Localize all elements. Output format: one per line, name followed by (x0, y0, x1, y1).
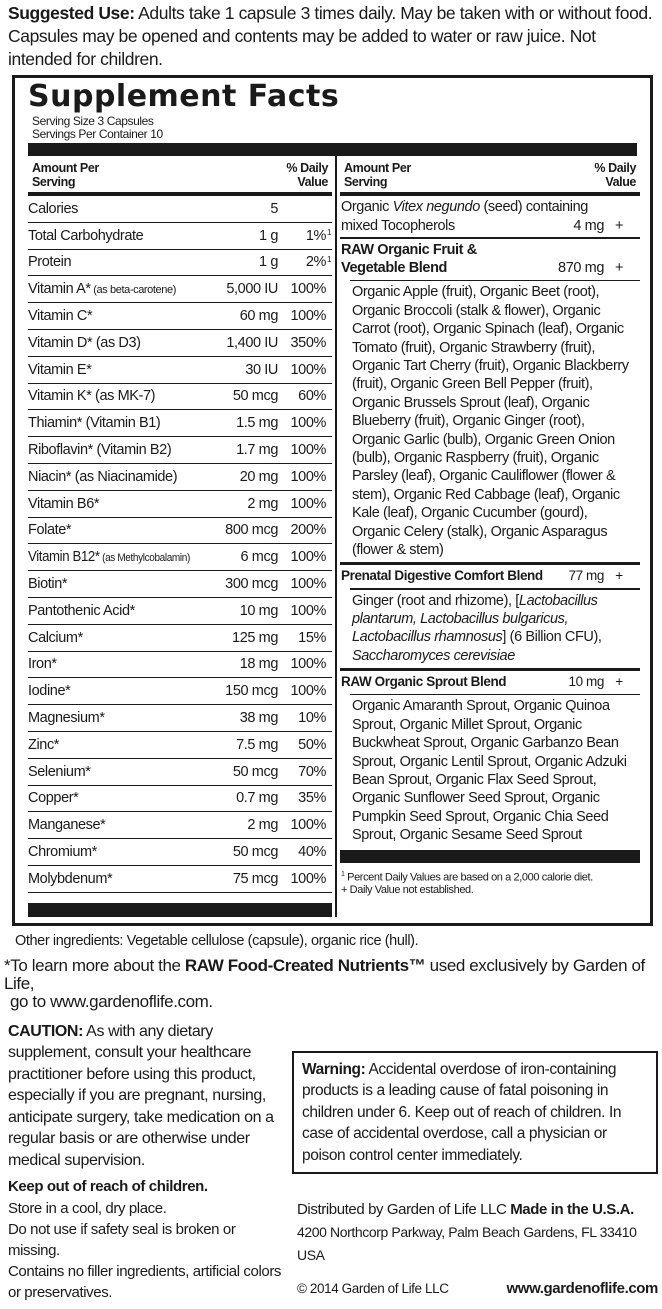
t: 100% (290, 442, 326, 459)
t: + Daily Value not established. (341, 884, 474, 897)
right-bottom-bar (340, 850, 640, 863)
t: Iodine* (28, 683, 71, 700)
nutrient-name-text (28, 281, 176, 297)
t: Iron* (28, 656, 57, 673)
nutrient-row (28, 384, 332, 411)
nutrient-name-text (28, 388, 155, 404)
t: Manganese* (28, 817, 106, 834)
t: Vitamin C* (28, 308, 93, 325)
hdr-text: Amount Per (344, 161, 411, 175)
right-amount-header (344, 161, 411, 189)
nutrient-name-text (28, 308, 92, 324)
nutrient-name-text (28, 871, 112, 887)
t: Thiamin* (Vitamin B1) (28, 415, 161, 432)
nutrient-name-text (28, 737, 59, 753)
daily-value (278, 496, 332, 512)
daily-value (278, 737, 332, 753)
distributor-info (292, 1198, 658, 1300)
t: © 2014 Garden of Life LLC (297, 1281, 449, 1297)
nutrient-row (28, 437, 332, 464)
daily-value (278, 817, 332, 833)
t: 100% (290, 361, 326, 378)
daily-value (278, 415, 332, 431)
t: Accidental overdose of iron-containing products is a leading cause of fatal poisoning in children under 6. Keep out of reach of children. In case of accidental overdose, call a physician or poison control center immediately. (302, 1060, 622, 1164)
t: 100% (290, 656, 326, 673)
amount: 150 mcg (225, 683, 278, 700)
nutrient-name (28, 630, 194, 646)
amount: 50 mcg (232, 388, 278, 405)
nutrient-name (28, 871, 194, 887)
amount: 870 mg (558, 260, 604, 277)
t: 100% (290, 495, 326, 512)
nutrient-name-text (28, 496, 99, 512)
daily-value (278, 764, 332, 780)
nutrient-name (28, 764, 194, 780)
nutrient-row (28, 786, 332, 813)
dv: + (614, 260, 624, 277)
amount: 1 g (259, 227, 278, 244)
servings-per-container: Servings Per Container 10 (32, 127, 163, 141)
nutrient-name (28, 308, 194, 324)
amount: 1.7 mg (236, 442, 278, 459)
t: Calcium* (28, 629, 83, 646)
t: 1 (341, 870, 345, 878)
t: Vitamin A* (28, 281, 91, 298)
panel-title: Supplement Facts (28, 79, 340, 114)
t: Store in a cool, dry place. (8, 1199, 167, 1217)
nutrient-name (28, 710, 194, 726)
nutrient-row (28, 223, 332, 250)
nutrient-table (28, 196, 332, 893)
other-ingredients: Other ingredients: Vegetable cellulose (capsule), organic rice (hull). (15, 932, 419, 949)
t: (seed) containing (479, 199, 588, 215)
nutrient-name-text (28, 442, 171, 458)
nutrient-name (28, 201, 194, 217)
daily-value (278, 335, 332, 351)
t: 100% (290, 308, 326, 325)
daily-value (278, 522, 332, 538)
t: Chromium* (28, 844, 97, 861)
daily-value (278, 790, 332, 806)
daily-value (278, 254, 332, 270)
t: mixed Tocopherols (341, 217, 455, 234)
amount: 1 g (259, 254, 278, 271)
nutrient-name-text (28, 254, 71, 270)
t: Calories (28, 200, 78, 217)
nutrient-name-text (28, 603, 135, 619)
nutrient-name (28, 388, 194, 404)
nutrient-name (28, 737, 194, 753)
t: Distributed by Garden of Life LLC (297, 1201, 507, 1219)
nutrient-name (28, 656, 194, 672)
header-bar (28, 143, 637, 156)
amount: 0.7 mg (236, 790, 278, 807)
t: 100% (290, 468, 326, 485)
nutrient-name (28, 281, 194, 297)
t: *To learn more about the (4, 955, 185, 975)
amount: 800 mcg (225, 522, 278, 539)
nutrient-name (28, 496, 194, 512)
amount: 50 mcg (232, 844, 278, 861)
nutrient-name (28, 254, 194, 270)
t: Made in the U.S.A. (510, 1201, 634, 1219)
fruit-blend-contents: Organic Apple (fruit), Organic Beet (root), Organic Broccoli (stalk & flower), Organic Carrot (root), Organic Spinach (leaf), Organic Tomato (fruit), Organic Strawberry (fruit), Organic Tart Cherry (fruit), Organic Blackberry (fruit), Organic Green Bell Pepper (fruit), Organic Brussels Sprout (leaf), Organic Blueberry (fruit), Organic Ginger (root), Organic Garlic (bulb), Organic Green Onion (bulb), Organic Raspberry (fruit), Organic Parsley (leaf), Organic Cauliflower (flower & stem), Organic Red Cabbage (leaf), Organic Kale (leaf), Organic Cucumber (gourd), Organic Celery (stalk), Organic Asparagus (flower & stem) (352, 284, 629, 559)
sprout-blend-row (340, 671, 640, 694)
nutrient-name-text (28, 201, 78, 217)
website-link[interactable]: go to www.gardenoflife.com. (10, 991, 213, 1011)
suggested-use-text: Adults take 1 capsule 3 times daily. May be taken with or without food. Capsules may be opened and contents may be added to water or raw juice. Not intended for children. (8, 3, 653, 69)
t: Vitamin D* (as D3) (28, 334, 141, 351)
t: Zinc* (28, 736, 60, 753)
amount: 60 mg (239, 308, 278, 325)
t: RAW Organic Sprout Blend (341, 674, 507, 690)
t: 35% (298, 790, 326, 807)
serving-info (28, 115, 637, 141)
hdr-text: Serving (32, 175, 76, 189)
nutrient-name-text (28, 630, 83, 646)
nutrient-row (28, 410, 332, 437)
t: Protein (28, 254, 72, 271)
t: Ginger (root and rhizome), [ (352, 592, 519, 609)
amount: 50 mcg (232, 763, 278, 780)
dv: + (614, 217, 624, 234)
website-link[interactable]: www.gardenoflife.com (506, 1280, 658, 1298)
footnotes (340, 863, 640, 898)
daily-value (278, 603, 332, 619)
column-divider (335, 156, 337, 917)
daily-value (278, 630, 332, 646)
nutrient-name (28, 522, 194, 538)
t: Prenatal Digestive Comfort Blend (341, 568, 543, 584)
t: 70% (298, 763, 326, 780)
nutrient-name-text (28, 469, 177, 485)
t: As with any dietary supplement, consult your healthcare practitioner before using this product, especially if you are pregnant, nursing, anticipate surgery, take medication on a regular basis or are otherwise under medical supervision. (8, 1022, 274, 1169)
t: Saccharomyces cerevisiae (352, 647, 515, 664)
t: Biotin* (28, 576, 68, 593)
nutrient-name-text (28, 790, 78, 806)
iron-warning-box (292, 1051, 658, 1175)
nutrient-name-text (28, 335, 141, 351)
t: Pantothenic Acid* (28, 602, 135, 619)
t: Magnesium* (28, 710, 105, 727)
daily-value (278, 362, 332, 378)
nutrient-name-text (28, 415, 160, 431)
nutrient-row (28, 303, 332, 330)
dv: + (615, 568, 623, 584)
caution-section (4, 1021, 284, 1303)
amount: 7.5 mg (236, 736, 278, 753)
t: Keep out of reach of children. (8, 1178, 208, 1196)
nutrient-row (28, 598, 332, 625)
daily-value (278, 228, 332, 244)
right-bottom (292, 1021, 658, 1301)
nutrient-name (28, 549, 194, 565)
nutrient-name (28, 576, 194, 592)
fruit-blend-row (340, 239, 640, 280)
nutrient-row (28, 705, 332, 732)
hdr-text: Value (297, 175, 328, 189)
serving-size: Serving Size 3 Capsules (32, 114, 154, 128)
nutrient-name (28, 469, 194, 485)
amount: 1,400 IU (226, 334, 278, 351)
bottom-section (4, 1021, 658, 1303)
nutrient-name (28, 844, 194, 860)
nutrient-row (28, 330, 332, 357)
t: RAW Food-Created Nutrients™ (184, 955, 426, 975)
t: Percent Daily Values are based on a 2,000 calorie diet. (344, 871, 593, 884)
facts-columns (28, 156, 637, 917)
t: 200% (290, 522, 326, 539)
hdr-text: % Daily (594, 161, 636, 175)
nutrient-row (28, 518, 332, 545)
t: (as Methylcobalamin) (99, 552, 190, 565)
suggested-use-label: Suggested Use: (8, 3, 135, 23)
t: 350% (290, 334, 326, 351)
daily-value (278, 844, 332, 860)
t: Vitamin K* (as MK-7) (28, 388, 156, 405)
nutrient-name-text (28, 844, 97, 860)
daily-value (278, 656, 332, 672)
t: 1 (326, 227, 331, 237)
t: 100% (290, 549, 326, 566)
dv: + (615, 674, 623, 690)
t: 100% (290, 576, 326, 593)
t: used exclusively by Garden of Life, (4, 955, 645, 993)
left-dv-header (286, 161, 328, 189)
nutrient-row (28, 759, 332, 786)
nutrient-name (28, 362, 194, 378)
vitex-row (340, 196, 640, 237)
t: Copper* (28, 790, 79, 807)
t: Do not use if safety seal is broken or missing. (8, 1220, 236, 1259)
amount: 38 mg (239, 710, 278, 727)
nutrient-name-text (28, 362, 91, 378)
nutrient-name-text (28, 576, 67, 592)
nutrient-name (28, 790, 194, 806)
digestive-blend-contents (340, 590, 640, 669)
t: 100% (290, 415, 326, 432)
daily-value (278, 871, 332, 887)
nutrient-name (28, 228, 194, 244)
daily-value (278, 442, 332, 458)
t: RAW Organic Fruit & (341, 241, 477, 258)
t: Folate* (28, 522, 72, 539)
t: Vitamin E* (28, 361, 92, 378)
amount: 1.5 mg (236, 415, 278, 432)
nutrient-row (28, 625, 332, 652)
right-dv-header (594, 161, 636, 189)
nutrient-name-text (28, 817, 105, 833)
amount: 77 mg (568, 568, 604, 584)
nutrient-name (28, 415, 194, 431)
amount: 20 mg (239, 468, 278, 485)
nutrient-row (28, 276, 332, 303)
daily-value (278, 388, 332, 404)
amount: 2 mg (247, 495, 278, 512)
hdr-text: Amount Per (32, 161, 99, 175)
nutrient-name-text (28, 764, 91, 780)
amount: 5 (270, 200, 278, 217)
t: 50% (298, 736, 326, 753)
nutrient-name-text (28, 522, 71, 538)
t: CAUTION: (8, 1022, 84, 1040)
t: (as beta-carotene) (90, 284, 176, 297)
left-header (28, 156, 332, 196)
nutrient-name-text (28, 656, 57, 672)
t: 4200 Northcorp Parkway, Palm Beach Gardens, FL 33410 USA (297, 1224, 637, 1264)
nutrient-row (28, 652, 332, 679)
nutrient-row (28, 839, 332, 866)
daily-value (278, 308, 332, 324)
nutrient-row (28, 571, 332, 598)
nutrient-name-text (28, 549, 190, 565)
left-column (28, 156, 332, 917)
amount: 10 mg (239, 602, 278, 619)
amount: 30 IU (245, 361, 278, 378)
t: Vitex negundo (392, 199, 480, 215)
nutrient-name-text (28, 228, 143, 244)
t: Selenium* (28, 763, 91, 780)
digestive-blend-row (340, 565, 640, 588)
t: Lactobacillus plantarum, Lactobacillus bulgaricus, Lactobacillus rhamnosus (352, 592, 598, 646)
t: 2% (305, 254, 326, 271)
nutrient-row (28, 678, 332, 705)
daily-value (278, 281, 332, 297)
daily-value (278, 683, 332, 699)
amount: 4 mg (573, 217, 604, 234)
t: 100% (290, 281, 326, 298)
right-column (340, 156, 640, 917)
nutrient-row (28, 866, 332, 893)
amount: 10 mg (568, 674, 604, 690)
daily-value (278, 576, 332, 592)
nutrient-name-text (28, 683, 70, 699)
t: Molybdenum* (28, 870, 113, 887)
nutrient-row (28, 464, 332, 491)
nutrient-row (28, 544, 332, 571)
t: 15% (298, 629, 326, 646)
t: 100% (290, 602, 326, 619)
nutrient-row (28, 491, 332, 518)
amount: 125 mg (232, 629, 278, 646)
nutrient-name (28, 603, 194, 619)
t: Niacin* (as Niacinamide) (28, 468, 178, 485)
t: Total Carbohydrate (28, 227, 144, 244)
t: Vegetable Blend (341, 260, 448, 277)
supplement-facts-panel (12, 75, 653, 926)
amount: 5,000 IU (226, 281, 278, 298)
t: Vitamin B12* (28, 549, 100, 566)
hdr-text: % Daily (286, 161, 328, 175)
amount: 300 mcg (225, 576, 278, 593)
daily-value (278, 469, 332, 485)
t: Vitamin B6* (28, 495, 100, 512)
t: 100% (290, 870, 326, 887)
t: 60% (298, 388, 326, 405)
nutrient-row (28, 357, 332, 384)
sprout-blend-contents: Organic Amaranth Sprout, Organic Quinoa Sprout, Organic Millet Sprout, Organic Buckwheat Sprout, Organic Garbanzo Bean Sprout, Organic Lentil Sprout, Organic Adzuki Bean Sprout, Organic Flax Seed Sprout, Organic Sunflower Seed Sprout, Organic Pumpkin Seed Sprout, Organic Chia Seed Sprout, Organic Sesame Seed Sprout (352, 698, 627, 844)
t: 40% (298, 844, 326, 861)
t: 100% (290, 817, 326, 834)
t: Warning: (302, 1060, 366, 1078)
nutrient-row (28, 812, 332, 839)
hdr-text: Value (605, 175, 636, 189)
right-header (340, 156, 640, 196)
nutrient-name (28, 442, 194, 458)
daily-value (278, 549, 332, 565)
learn-more (4, 957, 658, 1011)
t: 10% (298, 710, 326, 727)
t: ] (6 Billion CFU), (502, 629, 602, 646)
amount: 18 mg (239, 656, 278, 673)
daily-value (278, 710, 332, 726)
t: 1 (326, 254, 331, 264)
nutrient-row (28, 732, 332, 759)
left-amount-header (32, 161, 99, 189)
amount: 75 mcg (232, 870, 278, 887)
nutrient-name-text (28, 710, 105, 726)
nutrient-name (28, 683, 194, 699)
nutrient-name (28, 335, 194, 351)
nutrient-name (28, 817, 194, 833)
left-bottom-bar (28, 903, 332, 917)
t: 100% (290, 683, 326, 700)
nutrient-row (28, 196, 332, 223)
suggested-use (8, 2, 658, 71)
nutrient-row (28, 250, 332, 277)
t: Organic (341, 199, 393, 215)
amount: 6 mcg (240, 549, 278, 566)
hdr-text: Serving (344, 175, 388, 189)
amount: 2 mg (247, 817, 278, 834)
t: Riboflavin* (Vitamin B2) (28, 442, 172, 459)
t: Contains no filler ingredients, artificial colors or preservatives. (8, 1262, 282, 1301)
t: 1% (305, 227, 326, 244)
